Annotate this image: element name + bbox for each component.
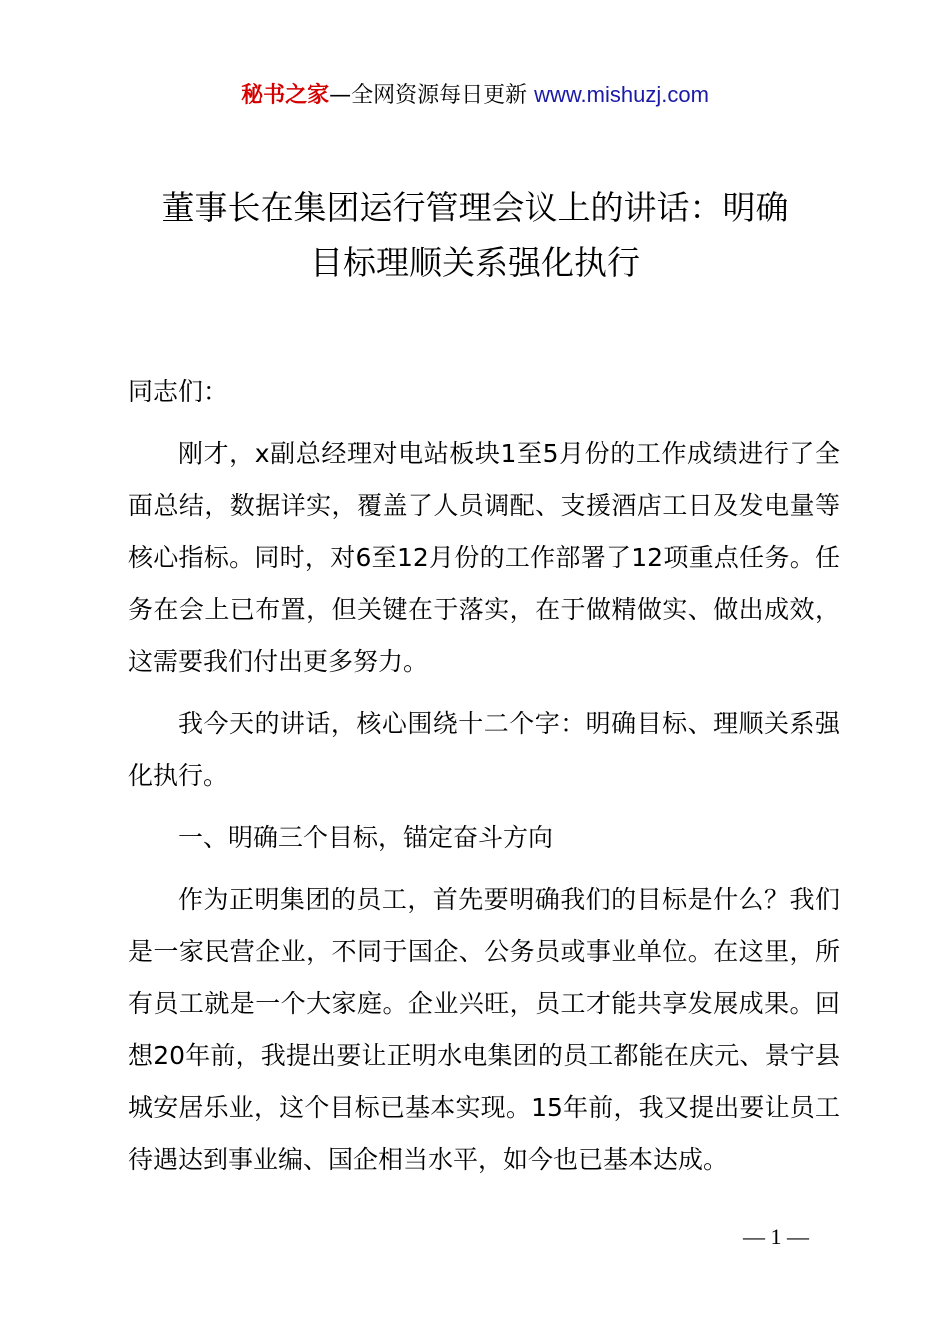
site-header (0, 78, 950, 113)
document-title (0, 180, 950, 290)
paragraph-3: 作为正明集团的员工，首先要明确我们的目标是什么？我们是一家民营企业，不同于国企、公务员或事业单位。在这里，所有员工就是一个大家庭。企业兴旺，员工才能共享发展成果。回想20年前，我提出要让正明水电集团的员工都能在庆元、景宁县城安居乐业，这个目标已基本实现。15年前，我又提出要让员工待遇达到事业编、国企相当水平，如今也已基本达成。 (128, 885, 840, 1174)
salutation: 同志们： (128, 377, 229, 406)
site-brand: 秘书之家 (241, 83, 330, 108)
page-number: — 1 — (743, 1224, 809, 1249)
title-line-1: 董事长在集团运行管理会议上的讲话：明确 (161, 188, 789, 227)
site-url-link[interactable]: www.mishuzj.com (534, 82, 709, 107)
paragraph-2: 我今天的讲话，核心围绕十二个字：明确目标、理顺关系强化执行。 (128, 709, 840, 790)
site-tagline: —全网资源每日更新 (329, 83, 528, 108)
document-body (128, 366, 840, 1196)
section-heading-1: 一、明确三个目标，锚定奋斗方向 (178, 823, 554, 852)
paragraph-1: 刚才，x副总经理对电站板块1至5月份的工作成绩进行了全面总结，数据详实，覆盖了人员调配、支援酒店工日及发电量等核心指标。同时，对6至12月份的工作部署了12项重点任务。任务在会上已布置，但关键在于落实，在于做精做实、做出成效，这需要我们付出更多努力。 (128, 439, 840, 676)
title-line-2: 目标理顺关系强化执行 (310, 243, 640, 282)
